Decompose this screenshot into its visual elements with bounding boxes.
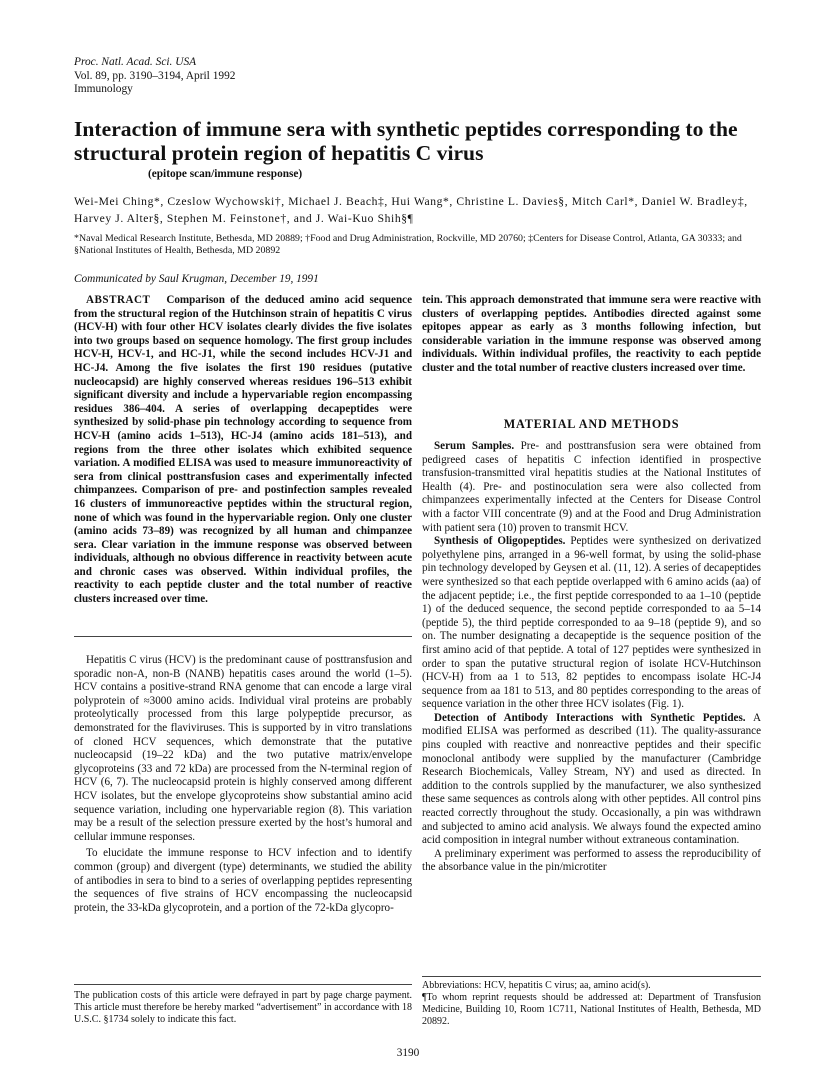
synthesis-heading: Synthesis of Oligopeptides. [434, 535, 566, 548]
abstract-divider [74, 636, 412, 637]
article-title: Interaction of immune sera with synthetic peptides corresponding to the structural protein region of hepatitis C virus [74, 117, 738, 165]
affiliations: *Naval Medical Research Institute, Bethesda, MD 20889; †Food and Drug Administration, Rockville, MD 20760; ‡Centers for Disease Control, Atlanta, GA 30333; and §National Institutes of Health, Bethesda, MD 20892 [74, 233, 742, 256]
methods-heading: MATERIAL AND METHODS [503, 417, 680, 431]
journal-name: Proc. Natl. Acad. Sci. USA [74, 56, 197, 68]
communicated-by [74, 273, 319, 285]
methods-section [422, 440, 761, 875]
preliminary-paragraph: A preliminary experiment was performed to assess the reproducibility of the absorbance value in the pin/microtiter [422, 847, 761, 874]
abbreviations-divider [422, 976, 761, 977]
abstract-heading: ABSTRACT [86, 294, 151, 306]
abstract [74, 294, 412, 607]
intro-paragraph-2: To elucidate the immune response to HCV infection and to identify common (group) and divergent (type) determinants, we studied the ability of antibodies in sera to bind to a series of overlapping peptides representing the sequences of five strains of HCV encompassing the nucleocapsid protein, the 33-kDa glycoprotein, and a portion of the 72-kDa glycopro- [74, 847, 412, 914]
communicated-text: Communicated by Saul Krugman, December 19, 1991 [74, 273, 319, 285]
intro-paragraph-1: Hepatitis C virus (HCV) is the predominant cause of posttransfusion and sporadic non-A, non-B (NANB) hepatitis cases around the world (1–5). HCV contains a positive-strand RNA genome that can encode a large viral polyprotein of ≈3000 amino acids. Individual viral proteins are probably proteolytically processed from this large polypeptide precursor, as demonstrated for the flaviviruses. This is supported by in vitro translations of cloned HCV sequences, which demonstrate that the putative nucleocapsid (19–22 kDa) and the two putative matrix/envelope glycoproteins (33 and 72 kDa) are processed from the N-terminal region of HCV (6, 7). The nucleocapsid protein is highly conserved among different HCV isolates, but the envelope glycoproteins show substantial amino acid sequence variation, including one hypervariable region (8). This variation may be a result of the selection pressure exerted by the host’s humoral and cellular immune responses. [74, 654, 412, 843]
footnotes-right [422, 980, 761, 1028]
reprint-address: ¶To whom reprint requests should be addressed at: Department of Transfusion Medicine, Building 10, Room 1C711, National Institutes of Health, Bethesda, MD 20892. [422, 992, 761, 1027]
introduction [74, 654, 412, 918]
keywords: (epitope scan/immune response) [148, 168, 303, 180]
author-list: Wei-Mei Ching*, Czeslow Wychowski†, Michael J. Beach‡, Hui Wang*, Christine L. Davies§, Mitch Carl*, Daniel W. Bradley‡, Harvey J. Alter§, Stephen M. Feinstone†, and J. Wai-Kuo Shih§¶ [74, 195, 748, 225]
abstract-continued-text: tein. This approach demonstrated that immune sera were reactive with clusters of overlapping peptides. Antibodies directed against some epitopes appear as early as 3 months following infection, but considerable variation in the immune response was observed among individuals. Within individual profiles, the reactivity to each peptide cluster and the total number of reactive clusters increased over time. [422, 294, 761, 374]
abbreviations: Abbreviations: HCV, hepatitis C virus; aa, amino acid(s). [422, 980, 651, 991]
serum-samples-paragraph: Serum Samples. Pre- and posttransfusion sera were obtained from pedigreed cases of hepatitis C infection identified in prospective transfusion-transmitted viral hepatitis studies at the National Institutes of Health (4). Pre- and postinoculation sera were also collected from chimpanzees experimentally infected at the Centers for Disease Control with a factor VIII concentrate (9) and at the Food and Drug Administration with patient sera (10) proven to transmit HCV. [422, 440, 761, 534]
publication-cost-note: The publication costs of this article were defrayed in part by page charge payment. This article must therefore be hereby marked “advertisement” in accordance with 18 U.S.C. §1734 solely to indicate this fact. [74, 990, 412, 1025]
section-name: Immunology [74, 83, 133, 95]
volume-info: Vol. 89, pp. 3190–3194, April 1992 [74, 69, 236, 82]
serum-samples-heading: Serum Samples. [434, 440, 515, 452]
footnote-divider [74, 984, 412, 985]
abstract-continued [422, 294, 761, 376]
synthesis-paragraph: Synthesis of Oligopeptides. Peptides were synthesized on derivatized polyethylene pins, arranged in a 96-well format, by using the solid-phase pin technology developed by Geysen et al. (11, 12). A series of decapeptides were synthesized so that each peptide overlapped with 6 amino acids (aa) of the adjacent peptide; i.e., the first peptide corresponded to aa 1–10 (peptide 1) of the deduced sequence, the second peptide corresponded to aa 5–14 (peptide 5), the third peptide corresponded to aa 9–18 (peptide 9), and so on. The number designating a decapeptide is the sequence position of the first amino acid of that peptide. A total of 127 peptides were synthesized in order to span the putative structural region of isolate HCV-Hutchinson (HCV-H) from aa 1 to 513, 82 peptides to encompass isolate HC-J4 sequence from aa 181 to 513, and 80 peptides corresponding to the areas of sequence variation in the other three HCV isolates (Fig. 1). [422, 535, 761, 711]
detection-paragraph: Detection of Antibody Interactions with Synthetic Peptides. A modified ELISA was performed as described (11). The quality-assurance pins coupled with reactive and nonreactive peptides and their specific monoclonal antibody were supplied by the manufacturer (Cambridge Research Biochemicals, Valley Stream, NY) and used as directed. In addition to the controls supplied by the manufacturer, we also synthesized these same sequences as controls along with other peptides. All control pins reacted correctly throughout the study. Occasionally, a pin was withdrawn and subjected to amino acid analysis. We always found the expected amino acid composition in integral number without extraneous contamination. [422, 711, 761, 847]
page-number: 3190 [396, 1047, 420, 1059]
detection-heading: Detection of Antibody Interactions with Synthetic Peptides. [434, 711, 746, 724]
journal-header [74, 56, 235, 97]
abstract-text: Comparison of the deduced amino acid sequence from the structural region of the Hutchinson strain of hepatitis C virus (HCV-H) with four other HCV isolates clearly divides the five isolates into two groups based on sequence homology. The first group includes HCV-H, HCV-1, and HC-J1, while the second includes HCV-J1 and HC-J4. Among the five isolates the first 190 residues (putative nucleocapsid) are highly conserved whereas residues 196–513 exhibit significant diversity and include a hypervariable region encompassing residues 386–404. A series of overlapping decapeptides were synthesized by solid-phase pin technology according to sequence from HCV-H (amino acids 1–513), HC-J4 (amino acids 181–513), and regions from the three other isolates which exhibited sequence variation. A modified ELISA was used to measure immunoreactivity of sera from clinical posttransfusion cases and experimentally infected chimpanzees. Comparison of pre- and postinfection samples revealed 16 clusters of immunoreactive peptides within the structural region, none of which was found in the hypervariable region. Only one cluster (amino acids 73–89) was recognized by all human and chimpanzee sera. Clear variation in the immune response was observed between individuals, although no obvious difference in reactivity between acute and chronic cases was observed. Within individual profiles, the reactivity to each peptide cluster and the total number of reactive clusters increased over time. [74, 294, 412, 606]
